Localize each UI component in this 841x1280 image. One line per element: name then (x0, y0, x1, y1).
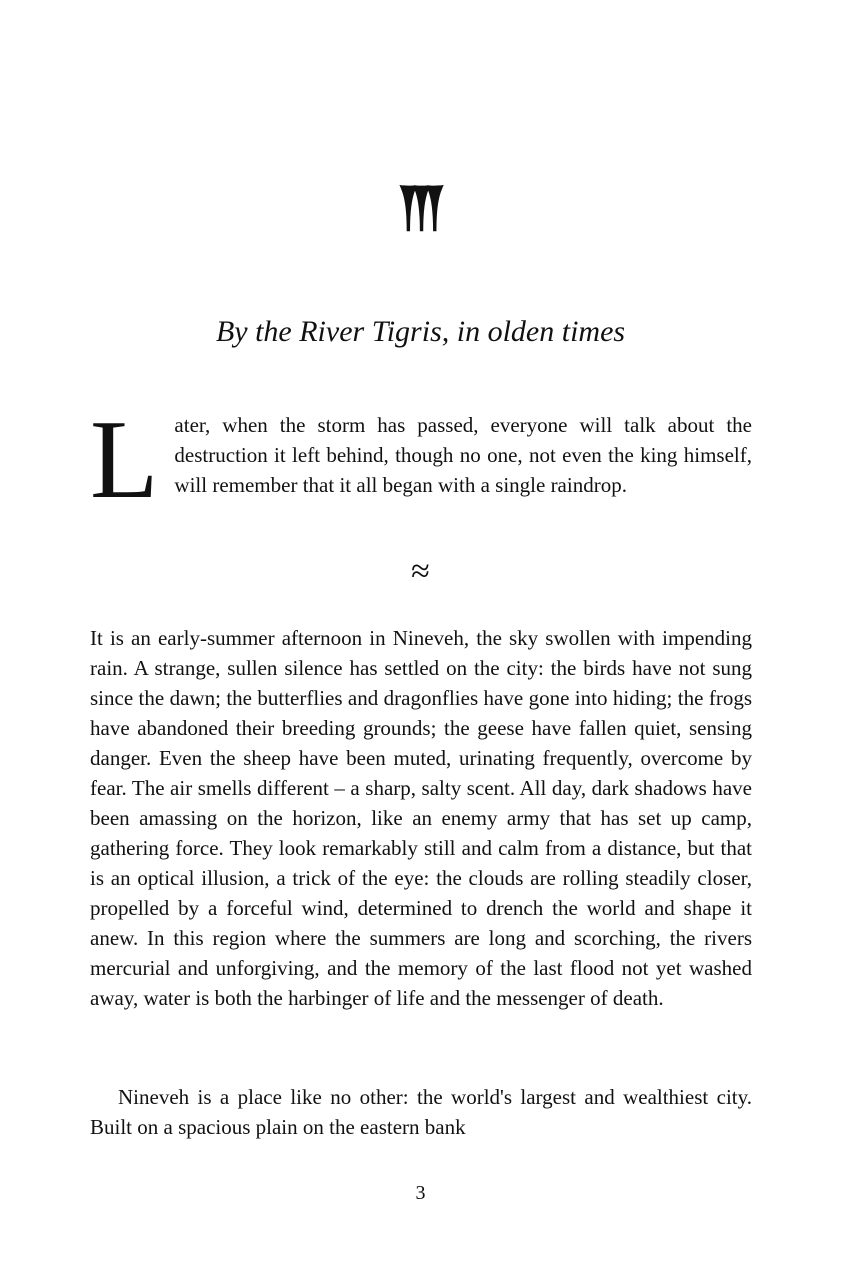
opening-paragraph (90, 398, 752, 522)
chapter-number-cuneiform: 𒐗 (396, 186, 445, 235)
chapter-title: By the River Tigris, in olden times (215, 315, 626, 348)
opening-text: ater, when the storm has passed, everyone will talk about the destruction it left behind, though no one, not even the king himself, will remember that it all began with a single raindrop. (174, 413, 752, 497)
drop-cap: L (90, 398, 159, 522)
section-divider-icon: ≈ (411, 553, 430, 590)
body-paragraph-1: It is an early-summer afternoon in Nineveh, the sky swollen with impending rain. A strange, sullen silence has settled on the city: the birds have not sung since the dawn; the butterflies and dragonflies have gone into hiding; the frogs have abandoned their breeding grounds; the geese have fallen quiet, sensing danger. Even the sheep have been muted, urinating frequently, overcome by fear. The air smells different – a sharp, salty scent. All day, dark shadows have been amassing on the horizon, like an enemy army that has set up camp, gathering force. They look remarkably still and calm from a distance, but that is an optical illusion, a trick of the eye: the clouds are rolling steadily closer, propelled by a forceful wind, determined to drench the world and shape it anew. In this region where the summers are long and scorching, the rivers mercurial and unforgiving, and the memory of the last flood not yet washed away, water is both the harbinger of life and the messenger of death. (90, 626, 752, 1010)
page-number: 3 (415, 1182, 426, 1204)
body-paragraph-2: Nineveh is a place like no other: the world's largest and wealthiest city. Built on a spacious plain on the eastern bank (90, 1085, 752, 1139)
